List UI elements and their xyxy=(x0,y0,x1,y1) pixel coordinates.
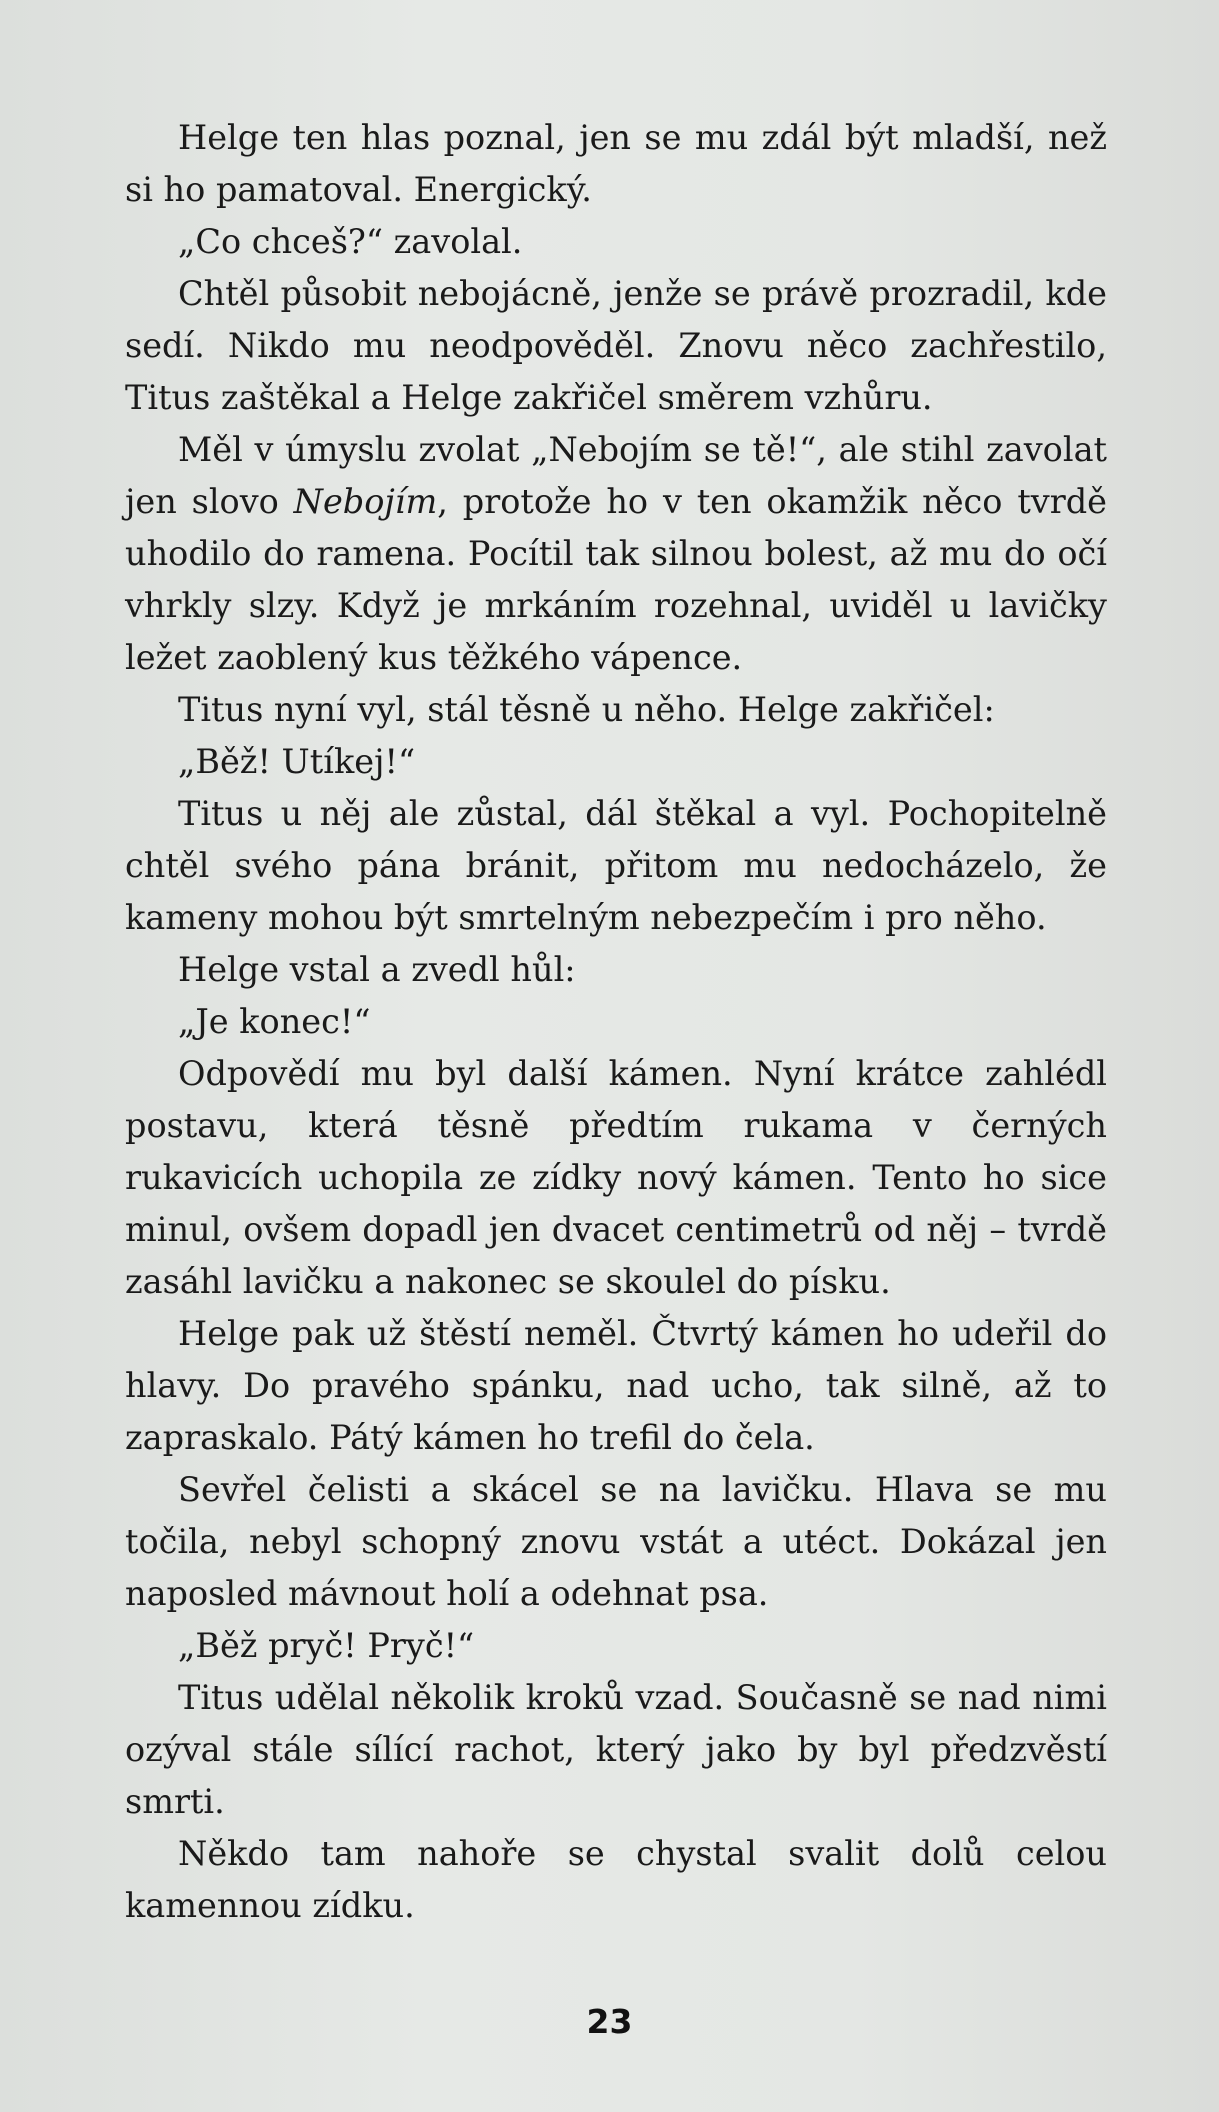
paragraph: Helge pak už štěstí neměl. Čtvrtý kámen ho udeřil do hlavy. Do pravého spánku, nad ucho, tak silně, až to zapraskalo. Pátý kámen ho trefil do čela. xyxy=(125,1314,1107,1457)
paragraph: Někdo tam nahoře se chystal svalit dolů celou kamennou zídku. xyxy=(125,1834,1107,1925)
paragraph: Helge ten hlas poznal, jen se mu zdál být mladší, než si ho pamatoval. Energický. xyxy=(125,118,1107,209)
page-number: 23 xyxy=(586,2002,633,2041)
paragraph: Titus u něj ale zůstal, dál štěkal a vyl. Pochopitelně chtěl svého pána bránit, přitom mu nedocházelo, že kameny mohou být smrtelným nebezpečím i pro něho. xyxy=(125,794,1107,937)
paragraph: „Běž pryč! Pryč!“ xyxy=(178,1626,475,1665)
paragraph: Odpovědí mu byl další kámen. Nyní krátce zahlédl postavu, která těsně předtím rukama v černých rukavicích uchopila ze zídky nový kámen. Tento ho sice minul, ovšem dopadl jen dvacet centimetrů od něj – tvrdě zasáhl lavičku a nakonec se skoulel do písku. xyxy=(125,1054,1107,1301)
paragraph-text-before-emphasis: Měl v úmyslu zvolat „Nebojím se tě!“, ale stihl zavolat jen slovo xyxy=(125,430,1107,521)
paragraph: „Co chceš?“ zavolal. xyxy=(178,222,523,261)
paragraph: Titus nyní vyl, stál těsně u něho. Helge zakřičel: xyxy=(178,690,995,729)
paragraph: „Běž! Utíkej!“ xyxy=(178,742,416,781)
paragraph-text-continued: Když je mrkáním rozehnal, uviděl u lavičky ležet zaoblený kus těžkého vápence. xyxy=(125,586,1107,677)
paragraph: Titus udělal několik kroků vzad. Současně se nad nimi ozýval stále sílící rachot, který jako by byl předzvěstí smrti. xyxy=(125,1678,1107,1821)
paragraph: „Je konec!“ xyxy=(178,1002,371,1041)
emphasized-word: Nebojím xyxy=(293,482,438,521)
paragraph: Chtěl působit nebojácně, jenže se právě prozradil, kde sedí. Nikdo mu neodpověděl. Znovu něco zachřestilo, Titus zaštěkal a Helge zakřičel směrem vzhůru. xyxy=(125,274,1107,417)
paragraph-with-emphasis xyxy=(125,424,1107,684)
paragraph-text-after-emphasis: , protože ho v ten okamžik něco tvrdě uhodilo do ramena. Pocítil tak silnou bolest, až mu do očí vhrkly slzy. xyxy=(125,482,1107,625)
paragraph: Sevřel čelisti a skácel se na lavičku. Hlava se mu točila, nebyl schopný znovu vstát a utéct. Dokázal jen naposled mávnout holí a odehnat psa. xyxy=(125,1470,1107,1613)
paragraph: Helge vstal a zvedl hůl: xyxy=(178,950,576,989)
body-text xyxy=(125,112,1107,1932)
